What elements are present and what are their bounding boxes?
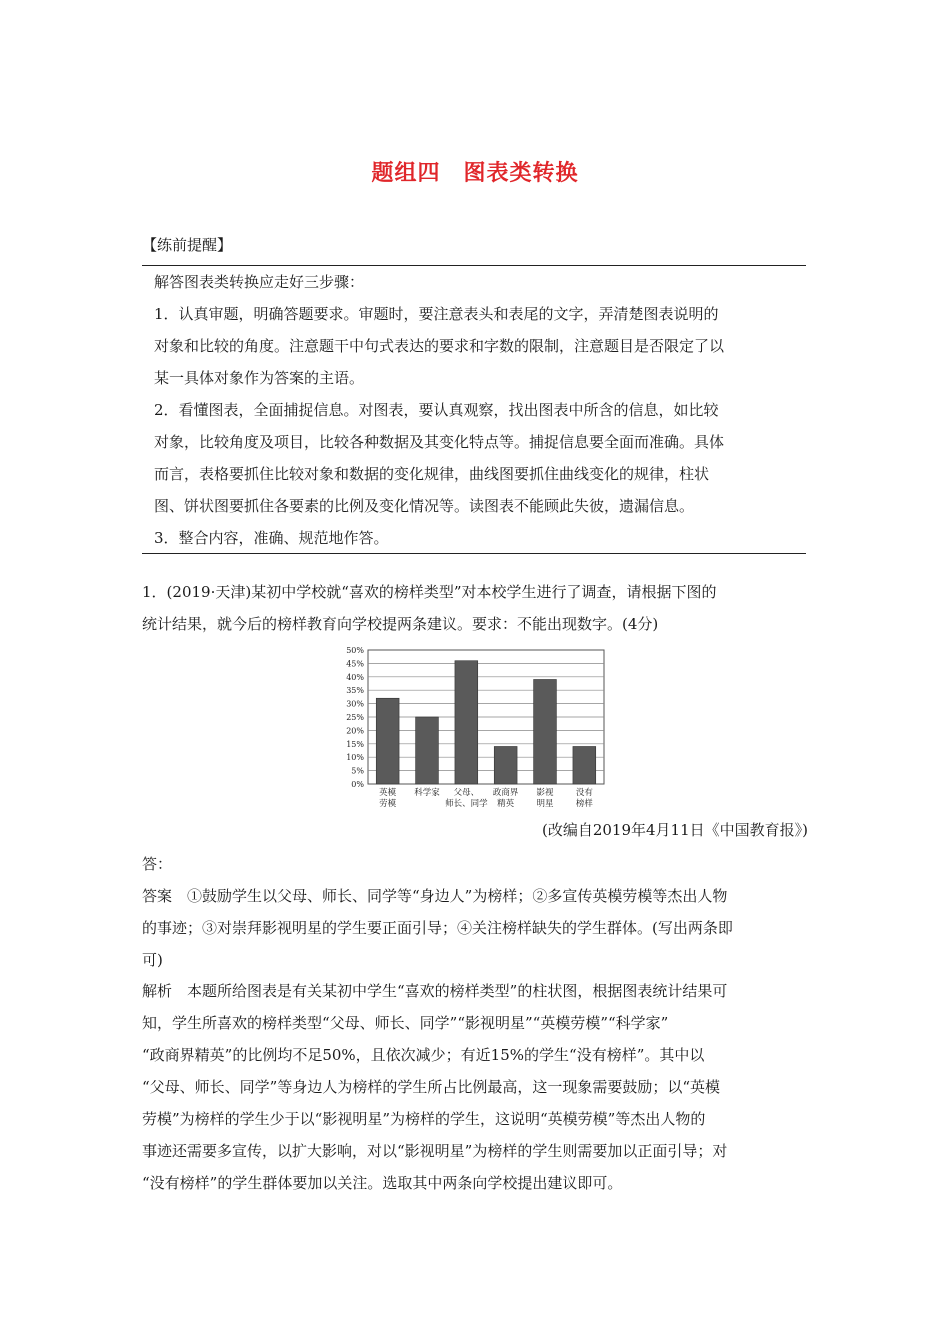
y-tick-label: 0% — [351, 780, 364, 789]
bar — [534, 679, 557, 784]
analysis-line: 事迹还需要多宣传，以扩大影响，对以“影视明星”为榜样的学生则需要加以正面引导；对 — [142, 1142, 728, 1160]
y-tick-label: 40% — [346, 672, 364, 682]
x-tick-label: 影视 — [536, 788, 554, 798]
x-tick-label: 劳模 — [379, 799, 397, 809]
y-tick-label: 50% — [346, 646, 364, 655]
chart-source: (改编自2019年4月11日《中国教育报》) — [541, 821, 808, 839]
x-tick-label: 政商界 — [492, 788, 519, 798]
tips-box — [142, 265, 806, 554]
tips-intro: 解答图表类转换应走好三步骤： — [154, 273, 365, 291]
tips-label: 【练前提醒】 — [142, 236, 233, 254]
y-tick-label: 45% — [346, 659, 364, 669]
analysis-line: “父母、师长、同学”等身边人为榜样的学生所占比例最高，这一现象需要鼓励；以“英模 — [142, 1078, 721, 1096]
x-tick-label: 精英 — [497, 799, 515, 809]
x-tick-label: 英模 — [379, 788, 397, 798]
bar — [376, 698, 399, 784]
x-tick-label: 榜样 — [575, 799, 593, 809]
answer-line: 可) — [142, 951, 163, 969]
tips-line: 对象和比较的角度。注意题干中句式表达的要求和字数的限制，注意题目是否限定了以 — [154, 337, 725, 355]
analysis-line: 劳模”为榜样的学生少于以“影视明星”为榜样的学生，这说明“英模劳模”等杰出人物的 — [142, 1110, 706, 1128]
answer-line: 答案 ①鼓励学生以父母、师长、同学等“身边人”为榜样；②多宣传英模劳模等杰出人物 — [142, 887, 728, 905]
question-line: 统计结果，就今后的榜样教育向学校提两条建议。要求：不能出现数字。(4分) — [142, 615, 659, 633]
analysis-line: 知，学生所喜欢的榜样类型“父母、师长、同学”“影视明星”“英模劳模”“科学家” — [142, 1014, 669, 1032]
tips-line: 图、饼状图要抓住各要素的比例及变化情况等。读图表不能顾此失彼，遗漏信息。 — [154, 497, 695, 515]
y-tick-label: 15% — [346, 739, 364, 749]
answer-text — [142, 880, 808, 976]
tips-line: 对象，比较角度及项目，比较各种数据及其变化特点等。捕捉信息要全面而准确。具体 — [154, 433, 725, 451]
y-tick-label: 10% — [346, 753, 364, 763]
y-tick-label: 30% — [346, 699, 364, 709]
y-tick-label: 5% — [351, 766, 364, 776]
x-tick-label: 没有 — [575, 788, 593, 798]
analysis-line: “政商界精英”的比例均不足50%，且依次减少；有近15%的学生“没有榜样”。其中以 — [142, 1046, 705, 1064]
bar — [573, 746, 596, 784]
tips-line: 而言，表格要抓住比较对象和数据的变化规律，曲线图要抓住曲线变化的规律，柱状 — [154, 465, 710, 483]
x-tick-label: 科学家 — [414, 788, 440, 798]
tips-line: 2．看懂图表，全面捕捉信息。对图表，要认真观察，找出图表中所含的信息，如比较 — [154, 401, 719, 419]
answer-prompt: 答： — [142, 855, 173, 873]
bar — [416, 717, 439, 784]
question-text — [142, 576, 808, 640]
bar — [455, 661, 478, 784]
analysis-text — [142, 975, 808, 1199]
y-tick-label: 35% — [346, 686, 364, 696]
question-line: 1．(2019·天津)某初中学校就“喜欢的榜样类型”对本校学生进行了调查，请根据下图的 — [142, 583, 717, 601]
x-tick-label: 明星 — [536, 799, 554, 809]
analysis-line: 解析 本题所给图表是有关某初中学生“喜欢的榜样类型”的柱状图，根据图表统计结果可 — [142, 982, 728, 1000]
bar — [494, 746, 517, 784]
tips-line: 3．整合内容，准确、规范地作答。 — [154, 529, 389, 547]
tips-line: 某一具体对象作为答案的主语。 — [154, 369, 365, 387]
x-tick-label: 父母、 — [453, 788, 480, 798]
tips-line: 1．认真审题，明确答题要求。审题时，要注意表头和表尾的文字，弄清楚图表说明的 — [154, 305, 719, 323]
y-tick-label: 20% — [346, 726, 364, 736]
page-title: 题组四 图表类转换 — [371, 161, 579, 186]
x-tick-label: 师长、同学 — [445, 799, 488, 809]
answer-line: 的事迹；③对崇拜影视明星的学生要正面引导；④关注榜样缺失的学生群体。(写出两条即 — [142, 919, 733, 937]
y-tick-label: 25% — [346, 713, 364, 722]
analysis-line: “没有榜样”的学生群体要加以关注。选取其中两条向学校提出建议即可。 — [142, 1174, 623, 1192]
bar-chart — [334, 642, 614, 814]
